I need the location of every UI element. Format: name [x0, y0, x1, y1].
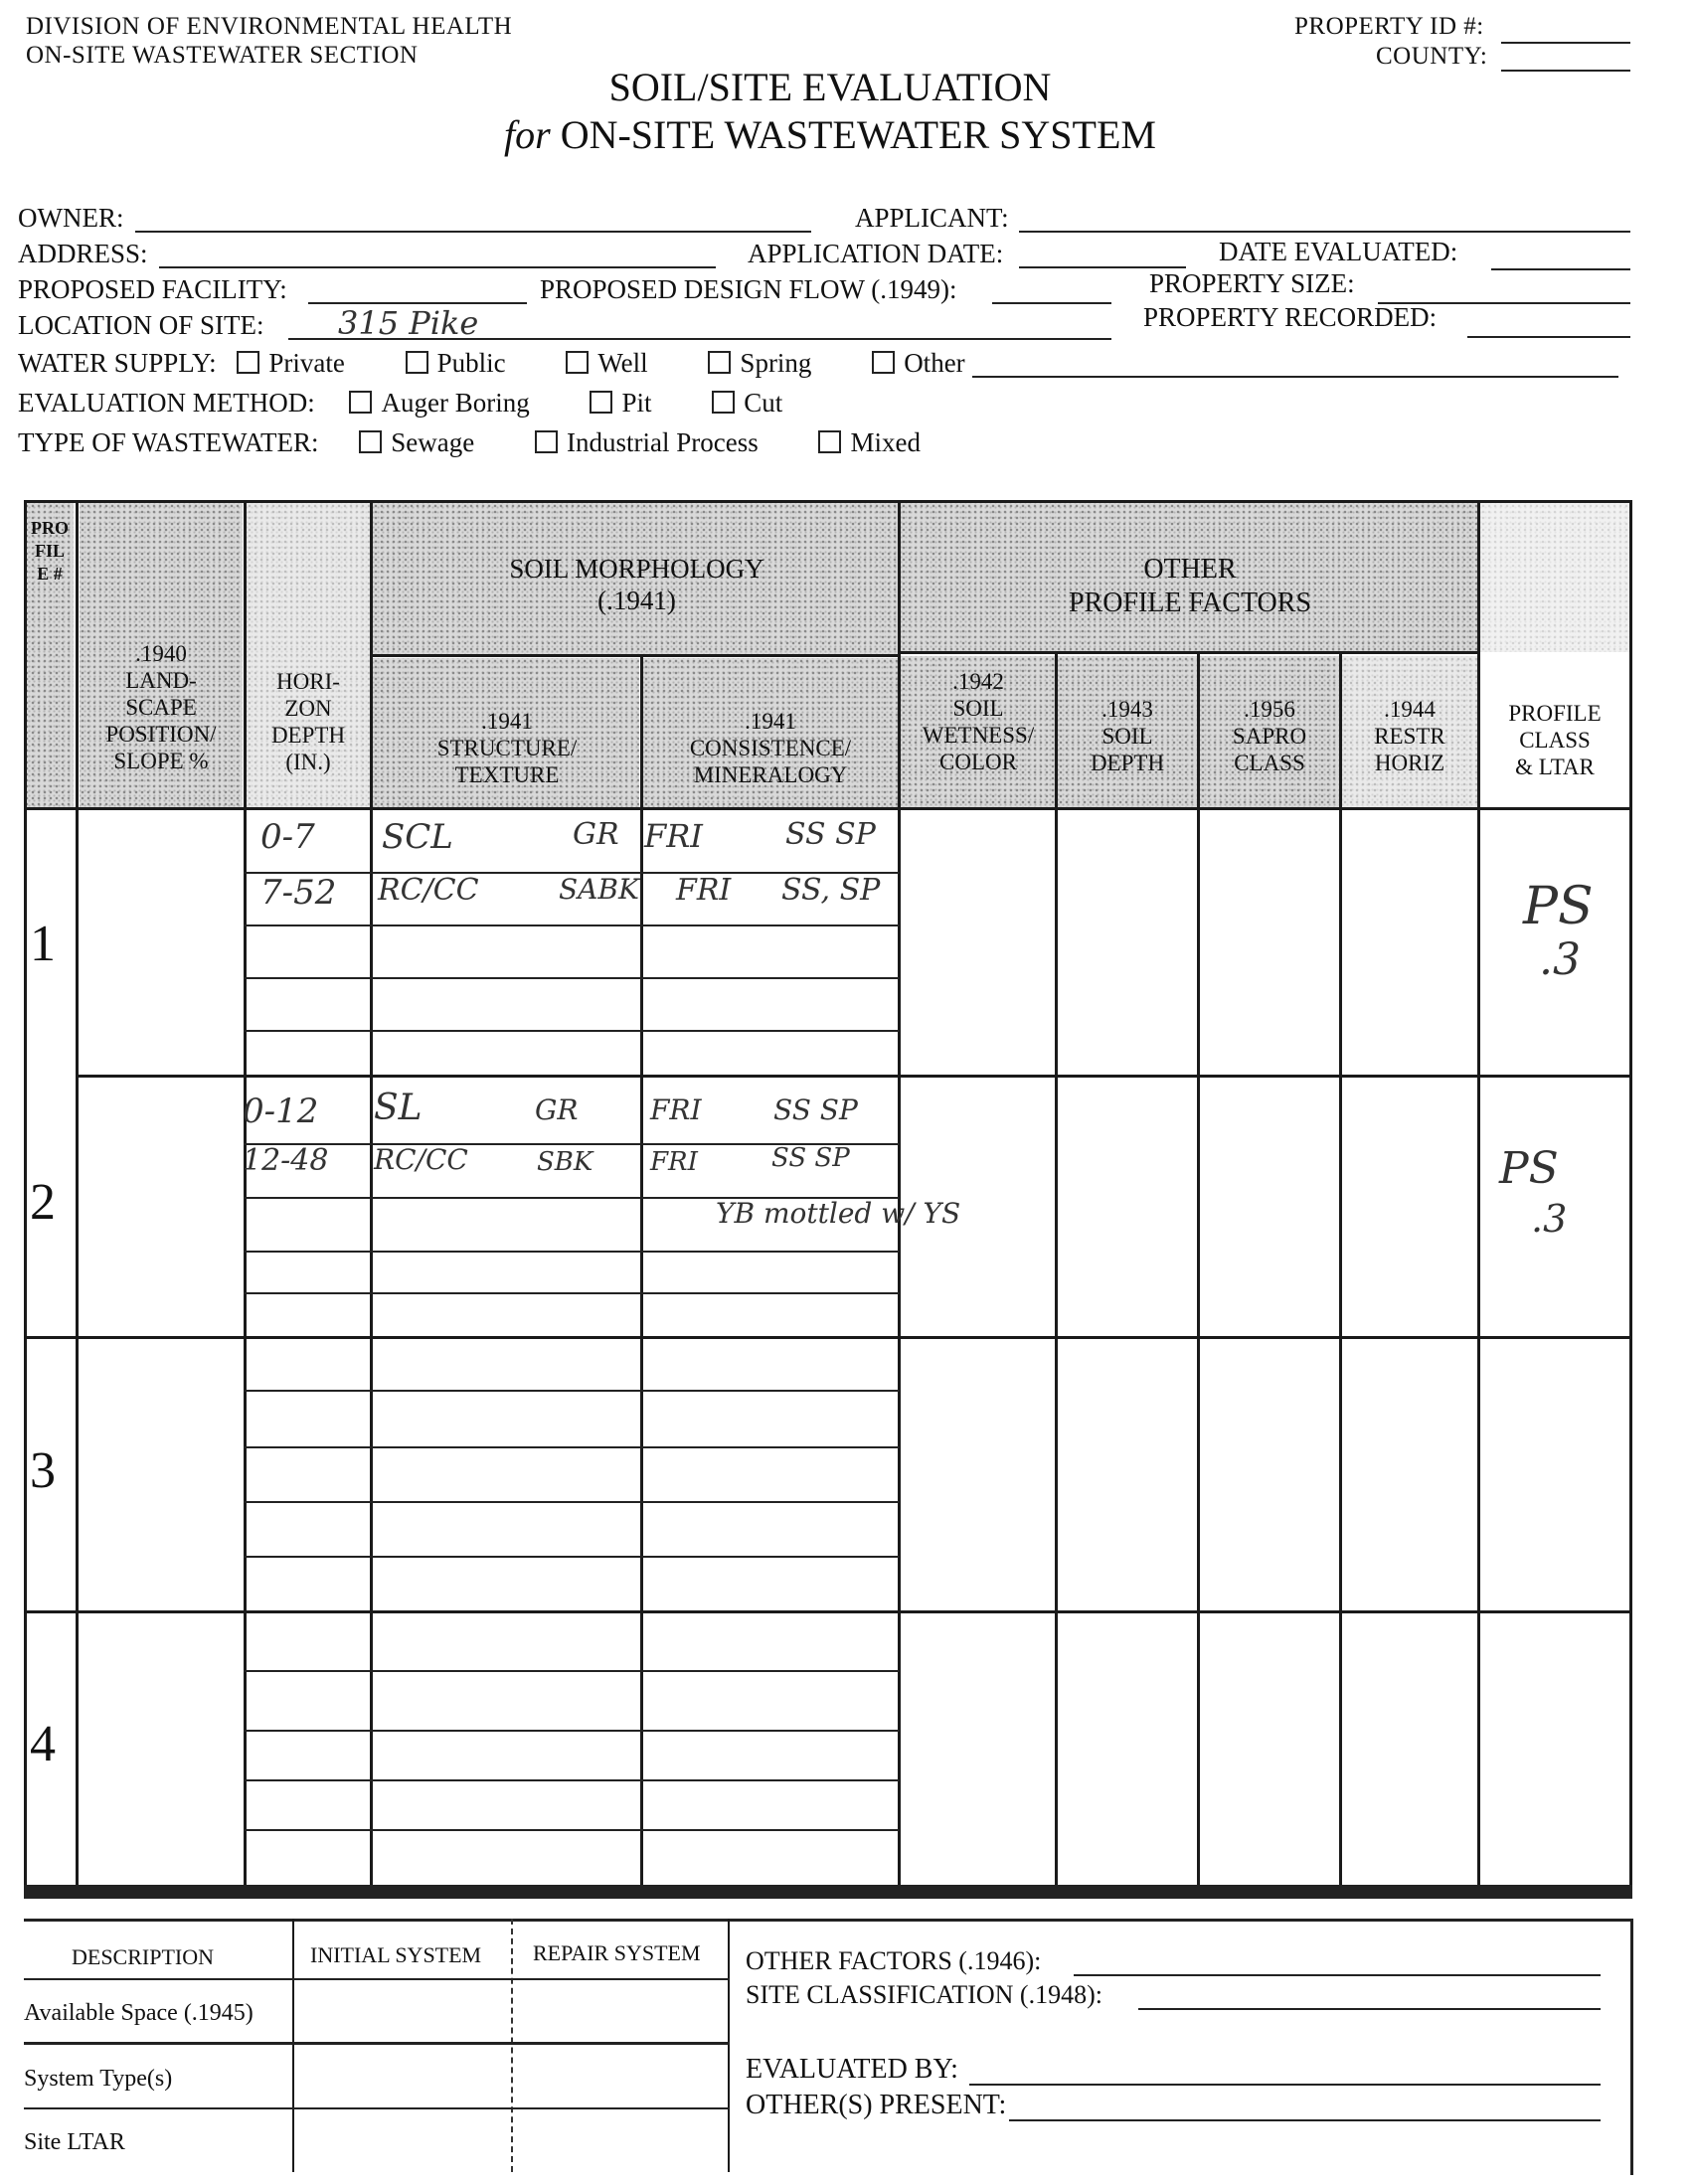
- col-divider-structure: [640, 654, 643, 1892]
- header-line: OTHER: [1143, 554, 1237, 585]
- col-divider-consistence: [898, 500, 901, 1892]
- header-line: .1956: [1244, 697, 1295, 722]
- landscape-header: [82, 640, 241, 774]
- option-label: Industrial Process: [566, 427, 759, 457]
- col-divider-wetness: [1055, 651, 1058, 1892]
- site-classification-field[interactable]: [1138, 2008, 1601, 2010]
- profile-number: 4: [30, 1716, 56, 1772]
- horizon-line: [244, 1779, 900, 1781]
- table-right-border: [1629, 500, 1632, 1892]
- header-line: PROFILE: [1508, 701, 1602, 726]
- bottom-row-line: [24, 2107, 730, 2109]
- header-line: CLASS: [1234, 751, 1305, 775]
- description-header: DESCRIPTION: [72, 1944, 215, 1969]
- others-present-field[interactable]: [1009, 2119, 1601, 2121]
- title-for: for: [504, 112, 551, 157]
- header-line: SLOPE %: [113, 749, 209, 773]
- property-id-label: PROPERTY ID #:: [1294, 13, 1484, 40]
- profile-number: 3: [30, 1442, 56, 1499]
- profile-number: 1: [30, 916, 56, 972]
- structure-grade: GR: [573, 817, 619, 852]
- col-divider-landscape: [244, 500, 247, 1892]
- location-value: 315 Pike: [338, 304, 479, 342]
- structure-grade: SABK: [559, 873, 639, 906]
- col-divider-depth: [1197, 651, 1200, 1892]
- col-divider-restr: [1477, 500, 1480, 1892]
- horizon-line: [244, 1030, 900, 1032]
- bottom-divider: [728, 1919, 730, 2172]
- header-line: WETNESS/: [922, 723, 1035, 748]
- consistence-mineralogy: SS SP: [773, 1093, 858, 1126]
- class-header: [1482, 700, 1627, 780]
- profile-ltar: .3: [1531, 1197, 1568, 1241]
- soil-depth-header: [1060, 696, 1195, 776]
- class-header-bg: [1480, 503, 1629, 652]
- header-line: SOIL: [1101, 724, 1153, 749]
- location-label: LOCATION OF SITE:: [18, 310, 264, 340]
- table-bottom-bar: [24, 1885, 1632, 1899]
- header-line: DEPTH: [270, 723, 346, 748]
- header-line: PROFILE FACTORS: [1068, 588, 1312, 618]
- table-top-border: [24, 500, 1632, 503]
- structure-value: RC/CC: [374, 1143, 468, 1176]
- header-line: (.1941): [597, 586, 676, 615]
- structure-header: [376, 708, 638, 788]
- consistence-value: FRI: [644, 817, 703, 855]
- header-line: (IN.): [285, 750, 331, 774]
- other-factors-field[interactable]: [1074, 1974, 1601, 1976]
- header-line: .1941: [745, 709, 796, 734]
- profile-note: YB mottled w/ YS: [716, 1197, 961, 1230]
- owner-label: OWNER:: [18, 203, 124, 233]
- bottom-divider: [511, 1919, 513, 2172]
- site-classification-label: SITE CLASSIFICATION (.1948):: [746, 1980, 1102, 2009]
- option-label: Private: [268, 348, 345, 378]
- water-supply-label: WATER SUPPLY:: [18, 348, 217, 378]
- form-title: SOIL/SITE EVALUATION: [608, 65, 1052, 109]
- header-line: ZON: [284, 696, 332, 721]
- repair-system-header: REPAIR SYSTEM: [533, 1940, 701, 1965]
- bottom-row-line: [24, 2042, 730, 2045]
- county-label: COUNTY:: [1376, 43, 1488, 70]
- horizon-line: [244, 1292, 900, 1294]
- header-line: SCAPE: [125, 695, 197, 720]
- evaluated-by-field[interactable]: [969, 2084, 1601, 2086]
- header-line: TEXTURE: [454, 762, 560, 787]
- option-label: Well: [597, 348, 648, 378]
- horizon-line: [244, 1730, 900, 1732]
- title-line2: ON-SITE WASTEWATER SYSTEM: [560, 112, 1156, 157]
- proposed-facility-label: PROPOSED FACILITY:: [18, 274, 287, 304]
- bottom-row-line: [24, 1978, 730, 1980]
- wastewater-type-label: TYPE OF WASTEWATER:: [18, 427, 319, 457]
- consistence-mineralogy: SS, SP: [781, 873, 881, 908]
- header-line: SOIL MORPHOLOGY: [509, 554, 764, 584]
- application-date-label: APPLICATION DATE:: [748, 239, 1004, 268]
- option-label: Sewage: [391, 427, 475, 457]
- header-line: POSITION/: [105, 722, 217, 747]
- horizon-line: [244, 1556, 900, 1558]
- restr-header: [1344, 696, 1475, 776]
- horizon-line: [244, 1829, 900, 1831]
- col-divider-sapro: [1339, 651, 1342, 1892]
- horizon-line: [244, 1446, 900, 1448]
- profile-number: 2: [30, 1174, 56, 1231]
- others-present-label: OTHER(S) PRESENT:: [746, 2090, 1007, 2120]
- table-left-border: [24, 500, 27, 1892]
- section-title: ON-SITE WASTEWATER SECTION: [26, 42, 419, 69]
- header-line: LAND-: [125, 668, 197, 693]
- consistence-mineralogy: SS SP: [785, 817, 876, 852]
- site-ltar-label: Site LTAR: [24, 2129, 125, 2155]
- horizon-depth: 7-52: [260, 873, 337, 913]
- header-line: HORIZ: [1374, 751, 1445, 775]
- structure-value: SL: [374, 1088, 423, 1128]
- system-type-label: System Type(s): [24, 2066, 173, 2092]
- option-label: Cut: [744, 388, 783, 418]
- horizon-depth: 0-12: [243, 1092, 319, 1131]
- header-line: .1940: [135, 641, 187, 666]
- profile-divider-1: [76, 1075, 1632, 1078]
- header-line: SAPRO: [1232, 724, 1307, 749]
- option-label: Public: [436, 348, 506, 378]
- property-recorded-label: PROPERTY RECORDED:: [1143, 302, 1438, 332]
- horizon-line: [244, 1251, 900, 1253]
- evaluated-by-label: EVALUATED BY:: [746, 2054, 958, 2085]
- structure-grade: GR: [535, 1093, 579, 1126]
- profile-ltar: .3: [1539, 934, 1581, 985]
- profile-number-header: PROFILE #: [31, 518, 69, 584]
- horizon-depth: 0-7: [260, 817, 315, 857]
- horizon-line: [244, 1501, 900, 1503]
- header-line: DEPTH: [1090, 751, 1165, 775]
- initial-system-header: INITIAL SYSTEM: [310, 1942, 482, 1967]
- option-label: Auger Boring: [381, 388, 530, 418]
- header-line: SOIL: [952, 696, 1004, 721]
- consistence-value: FRI: [676, 873, 732, 908]
- consistence-header: [644, 708, 897, 788]
- col-divider-profile: [76, 500, 79, 1892]
- structure-value: SCL: [382, 817, 453, 857]
- horizon-line: [244, 1390, 900, 1392]
- address-label: ADDRESS:: [18, 239, 148, 268]
- applicant-label: APPLICANT:: [855, 203, 1009, 233]
- option-label: Spring: [740, 348, 812, 378]
- consistence-mineralogy: SS SP: [771, 1143, 850, 1173]
- sapro-header: [1202, 696, 1337, 776]
- horizon-line: [244, 977, 900, 979]
- consistence-value: FRI: [650, 1093, 702, 1126]
- option-label: Mixed: [850, 427, 921, 457]
- other-factors-label: OTHER FACTORS (.1946):: [746, 1946, 1042, 1975]
- consistence-value: FRI: [650, 1147, 698, 1177]
- profile-class: PS: [1523, 877, 1594, 936]
- header-line: & LTAR: [1515, 755, 1595, 779]
- structure-value: RC/CC: [378, 873, 479, 908]
- header-line: CLASS: [1519, 728, 1591, 753]
- other-factors-divider: [901, 651, 1480, 654]
- profile-class: PS: [1499, 1143, 1559, 1194]
- horizon-line: [244, 924, 900, 926]
- header-line: RESTR: [1374, 724, 1445, 749]
- available-space-label: Available Space (.1945): [24, 2000, 254, 2026]
- profile-divider-3: [24, 1610, 1632, 1613]
- horizon-depth: 12-48: [243, 1143, 329, 1178]
- evaluation-method-label: EVALUATION METHOD:: [18, 388, 315, 418]
- header-line: .1943: [1101, 697, 1153, 722]
- bottom-divider: [292, 1919, 294, 2172]
- other-factors-header: [903, 553, 1477, 620]
- header-line: COLOR: [939, 750, 1017, 774]
- option-label: Other: [904, 348, 965, 378]
- header-line: .1941: [481, 709, 533, 734]
- header-line: .1944: [1384, 697, 1436, 722]
- header-line: HORI-: [276, 669, 340, 694]
- header-line: STRUCTURE/: [436, 736, 578, 760]
- horizon-header: [249, 668, 368, 775]
- header-line: CONSISTENCE/: [689, 736, 852, 760]
- structure-grade: SBK: [537, 1147, 593, 1177]
- soil-morphology-header: [376, 553, 898, 616]
- header-line: .1942: [952, 669, 1004, 694]
- profile-divider-2: [24, 1336, 1632, 1339]
- division-title: DIVISION OF ENVIRONMENTAL HEALTH: [26, 13, 513, 40]
- design-flow-label: PROPOSED DESIGN FLOW (.1949):: [540, 274, 957, 304]
- col-divider-horizon: [370, 500, 373, 1892]
- date-evaluated-label: DATE EVALUATED:: [1219, 237, 1458, 266]
- morphology-divider: [373, 654, 901, 657]
- wetness-header: [903, 668, 1054, 775]
- option-label: Pit: [621, 388, 652, 418]
- property-size-label: PROPERTY SIZE:: [1149, 268, 1355, 298]
- header-bottom-border: [24, 807, 1632, 810]
- horizon-line: [244, 1670, 900, 1672]
- header-line: MINERALOGY: [693, 762, 848, 787]
